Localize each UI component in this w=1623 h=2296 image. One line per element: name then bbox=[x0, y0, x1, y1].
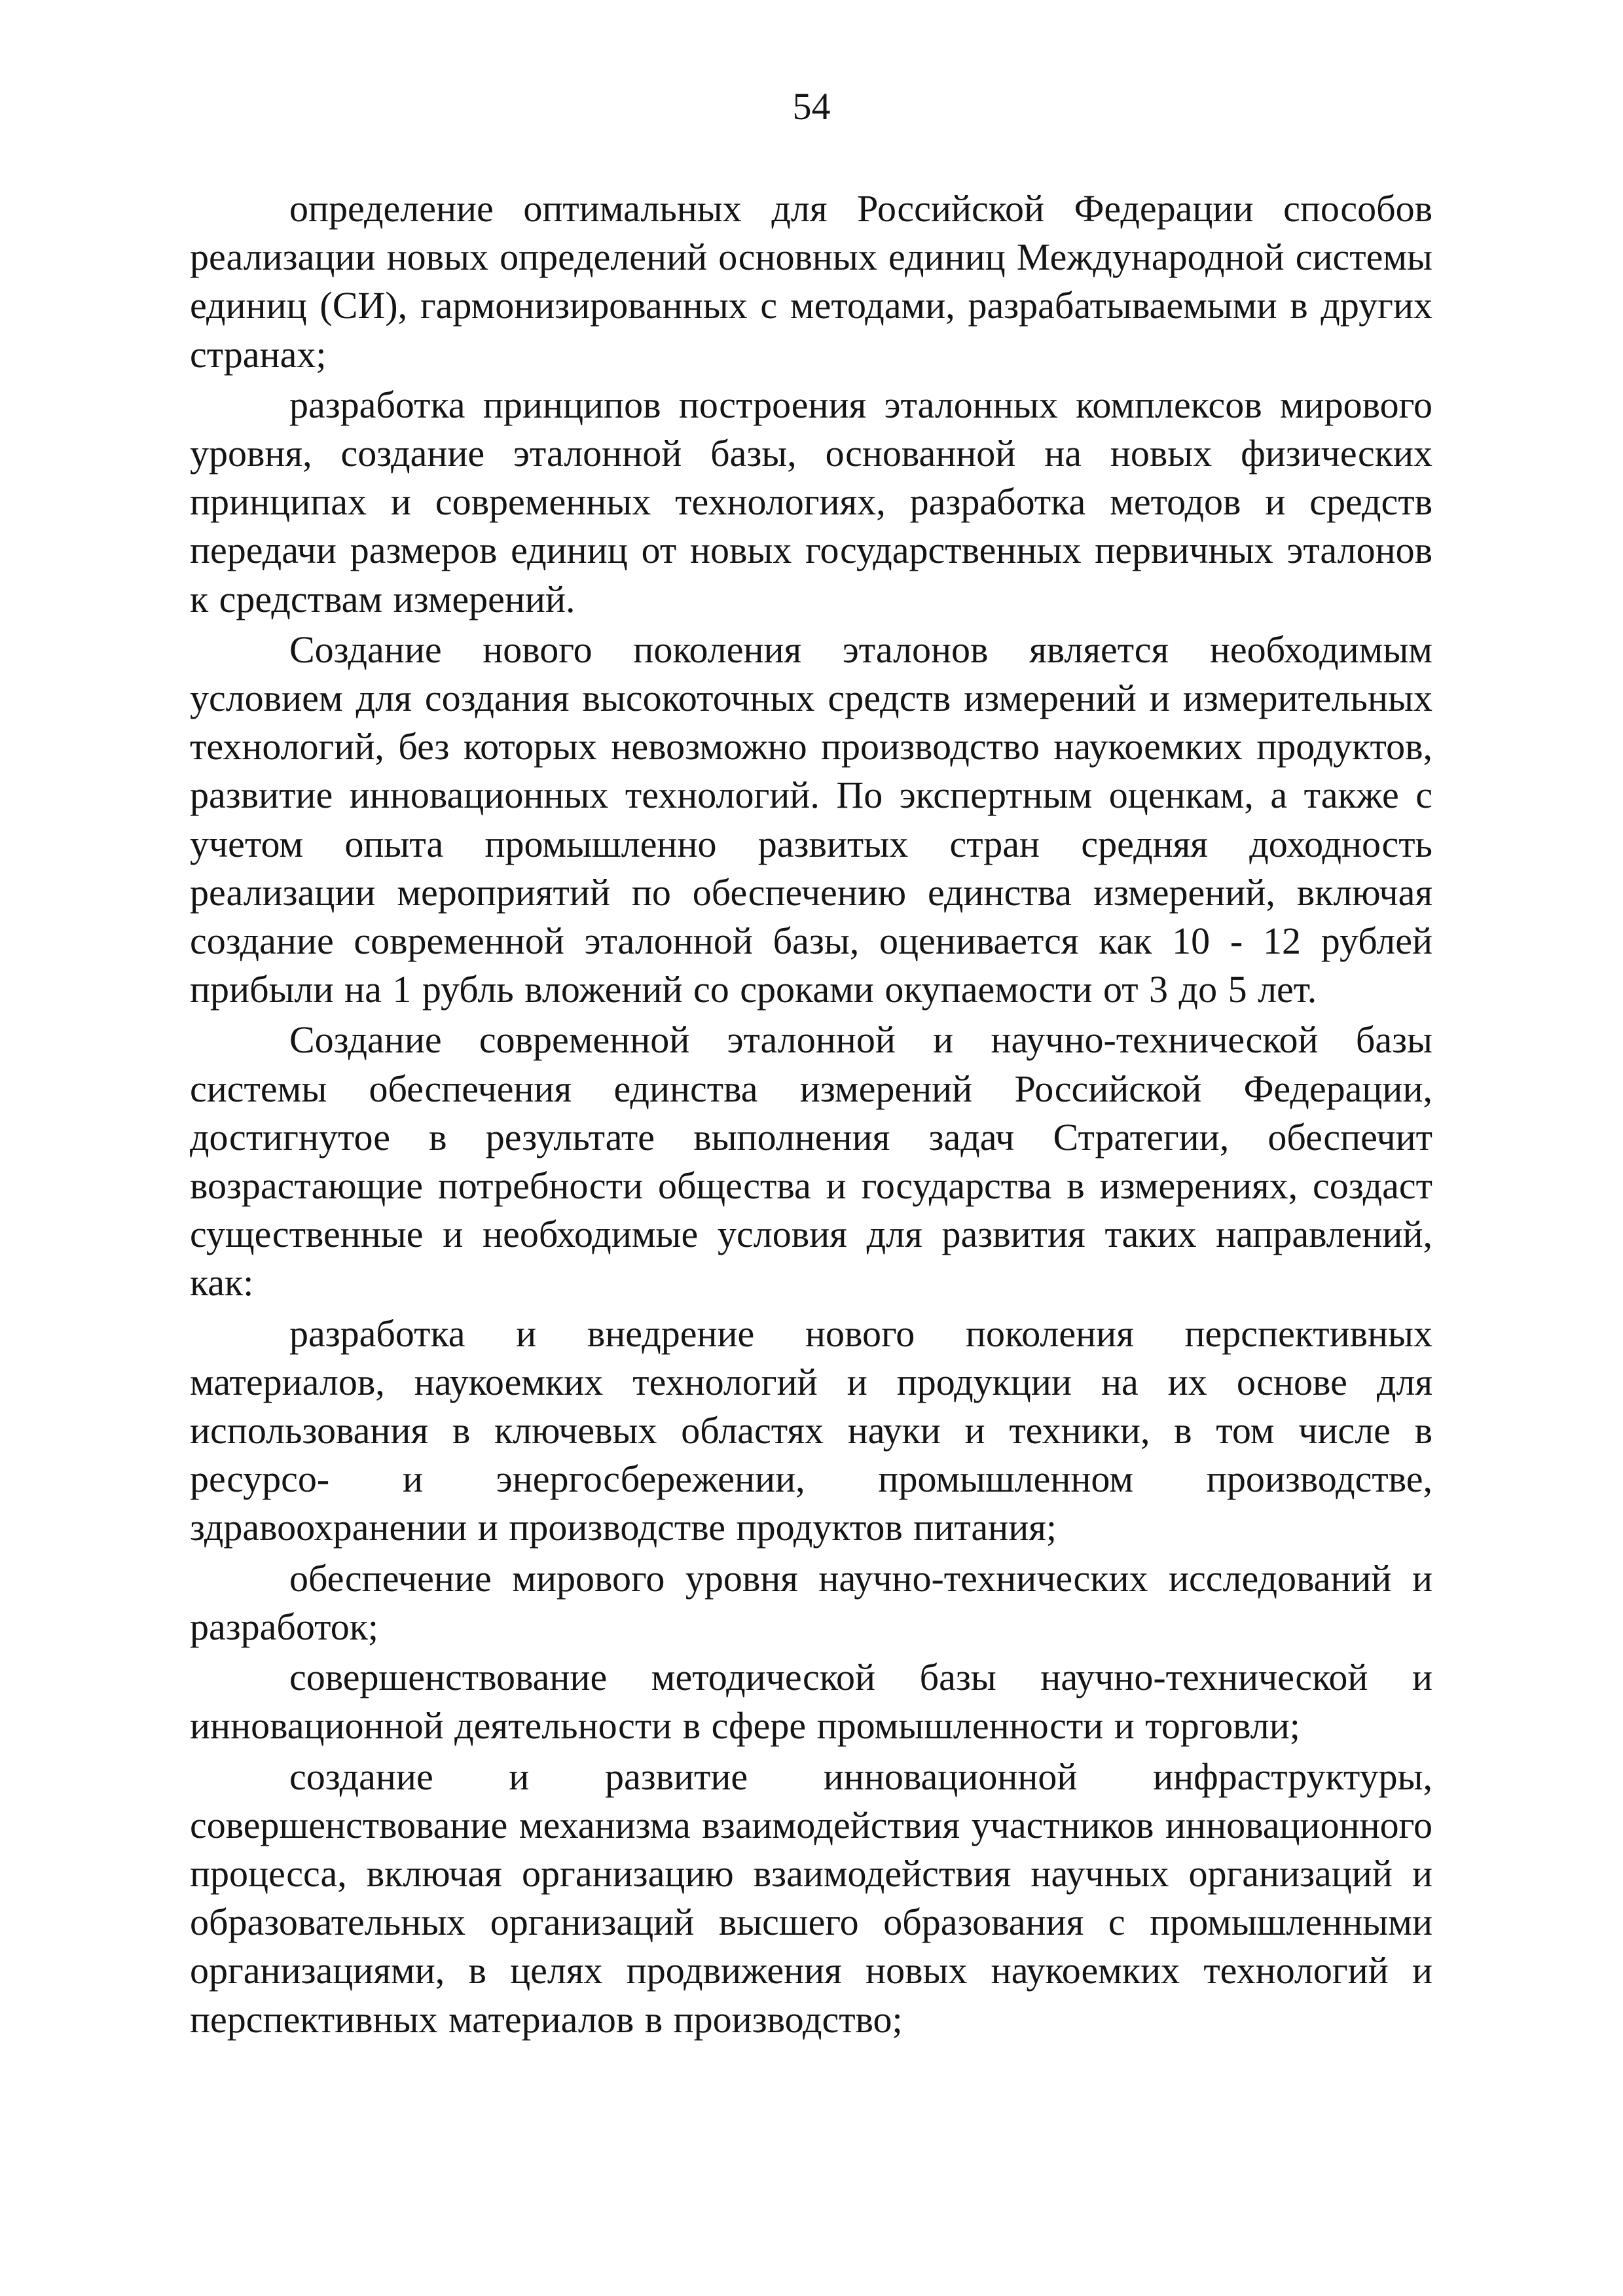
paragraph-methodical-base: совершенствование методической базы научно-технической и инновационной деятельности в сфере промышленности и торговли; bbox=[190, 1656, 1432, 1748]
paragraph-new-materials-development: разработка и внедрение нового поколения перспективных материалов, наукоемких технологий и продукции на их основе для использования в ключевых областях науки и техники, в том числе в ресурсо- и энергосбережении, промышленном производстве, здравоохранении и производстве продуктов питания; bbox=[190, 1312, 1432, 1549]
paragraph-reference-complexes: разработка принципов построения эталонных комплексов мирового уровня, создание эталонной базы, основанной на новых физических принципах и современных технологиях, разработка методов и средств передачи размеров единиц от новых государственных первичных эталонов к средствам измерений. bbox=[190, 383, 1432, 620]
paragraph-research-level: обеспечение мирового уровня научно-технических исследований и разработок; bbox=[190, 1556, 1432, 1648]
paragraph-modern-base-creation: Создание современной эталонной и научно-технической базы системы обеспечения единства измерений Российской Федерации, достигнутое в результате выполнения задач Стратегии, обеспечит возрастающие потребности общества и государства в измерениях, создаст существенные и необходимые условия для развития таких направлений, как: bbox=[190, 1018, 1432, 1304]
page-number: 54 bbox=[792, 85, 831, 128]
document-body bbox=[190, 185, 1432, 2046]
paragraph-innovation-infrastructure: создание и развитие инновационной инфраструктуры, совершенствование механизма взаимодействия участников инновационного процесса, включая организацию взаимодействия научных организаций и образовательных организаций высшего образования с промышленными организациями, в целях продвижения новых наукоемких технологий и перспективных материалов в производство; bbox=[190, 1755, 1432, 2041]
paragraph-new-standards-generation: Создание нового поколения эталонов является необходимым условием для создания высокоточных средств измерений и измерительных технологий, без которых невозможно производство наукоемких продуктов, развитие инновационных технологий. По экспертным оценкам, а также с учетом опыта промышленно развитых стран средняя доходность реализации мероприятий по обеспечению единства измерений, включая создание современной эталонной базы, оценивается как 10 - 12 рублей прибыли на 1 рубль вложений со сроками окупаемости от 3 до 5 лет. bbox=[190, 628, 1432, 1011]
paragraph-si-units-definitions: определение оптимальных для Российской Федерации способов реализации новых определений основных единиц Международной системы единиц (СИ), гармонизированных с методами, разрабатываемыми в других странах; bbox=[190, 187, 1432, 376]
